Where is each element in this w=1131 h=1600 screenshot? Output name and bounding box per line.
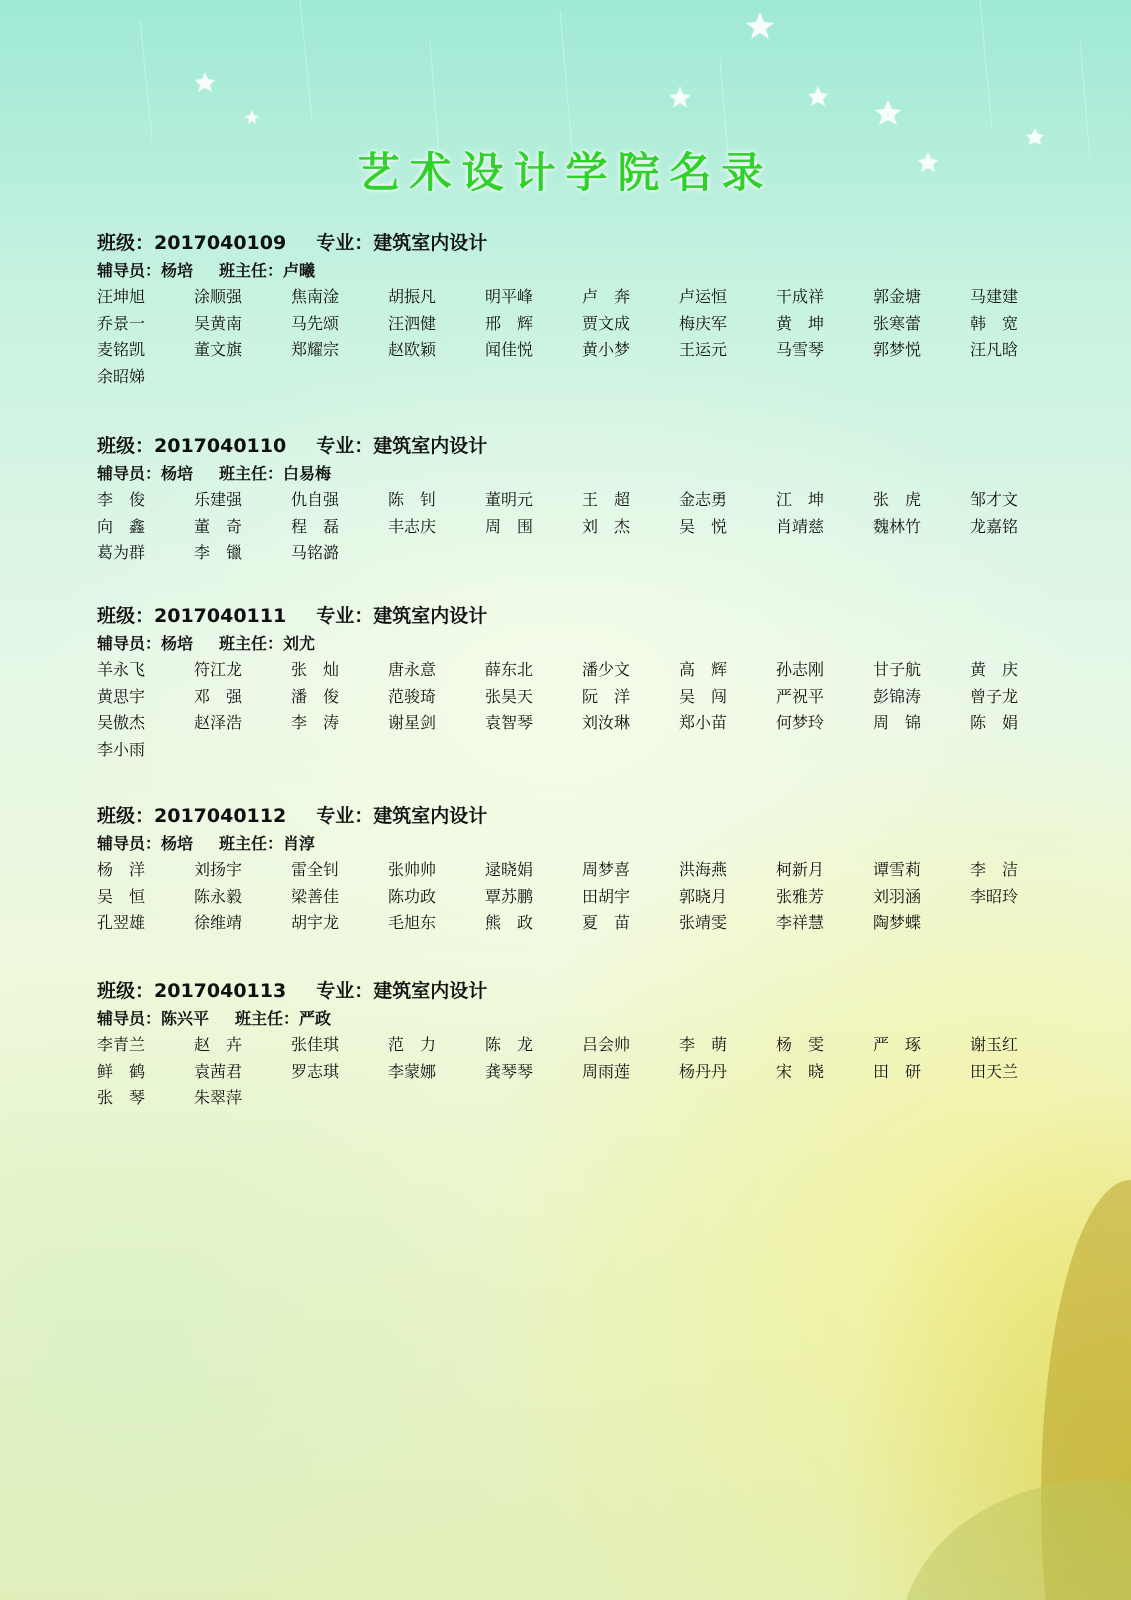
student-name: 陈 龙 bbox=[485, 1035, 534, 1054]
student-name: 李蒙娜 bbox=[388, 1061, 437, 1081]
student-name: 田 研 bbox=[873, 1061, 922, 1081]
student-name: 杨 雯 bbox=[776, 1035, 825, 1054]
major-label: 专业： bbox=[316, 435, 374, 457]
student-name: 仇自强 bbox=[291, 490, 340, 509]
student-name: 周 锦 bbox=[873, 713, 922, 732]
student-name: 赵 卉 bbox=[194, 1035, 243, 1054]
student-name: 丰志庆 bbox=[388, 516, 437, 536]
student-name: 卢运恒 bbox=[679, 287, 728, 306]
student-name: 徐维靖 bbox=[194, 913, 243, 932]
student-name: 黄 庆 bbox=[970, 660, 1019, 679]
head-teacher-name: 白易梅 bbox=[283, 464, 332, 483]
student-name: 贾文成 bbox=[582, 313, 631, 333]
student-name: 陈功政 bbox=[388, 886, 437, 906]
class-label: 班级： bbox=[97, 232, 155, 254]
student-name: 邢 辉 bbox=[485, 313, 534, 333]
class-number: 2017040109 bbox=[154, 232, 287, 254]
student-name: 明平峰 bbox=[485, 287, 534, 306]
student-name: 阮 洋 bbox=[582, 686, 631, 706]
staff-info-line bbox=[97, 830, 1037, 857]
student-name-list bbox=[97, 657, 1037, 763]
major-label: 专业： bbox=[316, 605, 374, 627]
class-info-line bbox=[97, 230, 1037, 257]
student-name: 李小雨 bbox=[97, 739, 146, 759]
student-name: 龚琴琴 bbox=[485, 1061, 534, 1081]
class-number: 2017040113 bbox=[154, 980, 287, 1002]
class-section bbox=[97, 603, 1037, 763]
student-name: 鲜 鹤 bbox=[97, 1061, 146, 1081]
counselor-name: 杨培 bbox=[161, 634, 194, 653]
student-name: 范骏琦 bbox=[388, 686, 437, 706]
student-name: 葛为群 bbox=[97, 543, 146, 562]
staff-info-line bbox=[97, 1005, 1037, 1032]
student-name: 闻佳悦 bbox=[485, 340, 534, 359]
student-name: 范 力 bbox=[388, 1035, 437, 1054]
star-icon bbox=[746, 12, 774, 39]
student-name: 张靖雯 bbox=[679, 913, 728, 932]
student-name: 熊 政 bbox=[485, 913, 534, 932]
student-name: 毛旭东 bbox=[388, 913, 437, 932]
student-name-list bbox=[97, 487, 1037, 567]
class-label: 班级： bbox=[97, 980, 155, 1002]
student-name: 张帅帅 bbox=[388, 860, 437, 879]
student-name: 曾子龙 bbox=[970, 686, 1019, 706]
student-name: 陈永毅 bbox=[194, 886, 243, 906]
student-name: 符江龙 bbox=[194, 660, 243, 679]
head-teacher-name: 严政 bbox=[299, 1009, 332, 1028]
student-name: 陈 钊 bbox=[388, 490, 437, 509]
student-name: 黄 坤 bbox=[776, 313, 825, 333]
student-name: 谢玉红 bbox=[970, 1035, 1019, 1054]
star-icon bbox=[808, 86, 828, 106]
student-name: 张雅芳 bbox=[776, 886, 825, 906]
student-name: 李 萌 bbox=[679, 1035, 728, 1054]
class-info-line bbox=[97, 978, 1037, 1005]
student-name: 谭雪莉 bbox=[873, 860, 922, 879]
student-name: 李 洁 bbox=[970, 860, 1019, 879]
student-name: 麦铭凯 bbox=[97, 340, 146, 359]
student-name: 肖靖慈 bbox=[776, 516, 825, 536]
class-info-line bbox=[97, 433, 1037, 460]
counselor-label: 辅导员： bbox=[97, 261, 162, 280]
student-name: 韩 宽 bbox=[970, 313, 1019, 333]
student-name: 张 虎 bbox=[873, 490, 922, 509]
student-name: 潘少文 bbox=[582, 660, 631, 679]
student-name: 焦南淦 bbox=[291, 287, 340, 306]
head-teacher-label: 班主任： bbox=[219, 464, 284, 483]
staff-info-line bbox=[97, 630, 1037, 657]
head-teacher-name: 肖淳 bbox=[283, 834, 316, 853]
counselor-label: 辅导员： bbox=[97, 464, 162, 483]
student-name: 吴傲杰 bbox=[97, 713, 146, 732]
student-name: 涂顺强 bbox=[194, 287, 243, 306]
student-name: 向 鑫 bbox=[97, 516, 146, 536]
head-teacher-label: 班主任： bbox=[235, 1009, 300, 1028]
major-label: 专业： bbox=[316, 980, 374, 1002]
student-name: 李昭玲 bbox=[970, 886, 1019, 906]
student-name: 吴黄南 bbox=[194, 313, 243, 333]
class-section bbox=[97, 433, 1037, 567]
head-teacher-label: 班主任： bbox=[219, 634, 284, 653]
student-name: 彭锦涛 bbox=[873, 686, 922, 706]
class-number: 2017040110 bbox=[154, 435, 287, 457]
student-name: 卢 奔 bbox=[582, 287, 631, 306]
class-section bbox=[97, 803, 1037, 937]
student-name: 吴 悦 bbox=[679, 516, 728, 536]
student-name: 郑小苗 bbox=[679, 713, 728, 732]
student-name: 孔翌雄 bbox=[97, 913, 146, 932]
star-icon bbox=[245, 110, 259, 124]
student-name: 周 围 bbox=[485, 516, 534, 536]
student-name: 羊永飞 bbox=[97, 660, 146, 679]
student-name: 马雪琴 bbox=[776, 340, 825, 359]
student-name: 邓 强 bbox=[194, 686, 243, 706]
student-name: 潘 俊 bbox=[291, 686, 340, 706]
student-name: 严 琢 bbox=[873, 1035, 922, 1054]
student-name: 张 灿 bbox=[291, 660, 340, 679]
student-name: 李 涛 bbox=[291, 713, 340, 732]
student-name: 孙志刚 bbox=[776, 660, 825, 679]
student-name: 董 奇 bbox=[194, 516, 243, 536]
student-name: 李祥慧 bbox=[776, 913, 825, 932]
head-teacher-label: 班主任： bbox=[219, 261, 284, 280]
student-name: 郭金塘 bbox=[873, 287, 922, 306]
student-name: 邹才文 bbox=[970, 490, 1019, 509]
counselor-label: 辅导员： bbox=[97, 834, 162, 853]
student-name: 陶梦蝶 bbox=[873, 913, 922, 932]
counselor-name: 陈兴平 bbox=[161, 1009, 210, 1028]
student-name: 江 坤 bbox=[776, 490, 825, 509]
student-name: 朱翠萍 bbox=[194, 1088, 243, 1107]
star-icon bbox=[195, 72, 215, 92]
student-name: 严祝平 bbox=[776, 686, 825, 706]
student-name: 刘 杰 bbox=[582, 516, 631, 536]
student-name: 张寒蕾 bbox=[873, 313, 922, 333]
student-name: 逯晓娟 bbox=[485, 860, 534, 879]
student-name: 马建建 bbox=[970, 287, 1019, 306]
major-label: 专业： bbox=[316, 232, 374, 254]
counselor-label: 辅导员： bbox=[97, 1009, 162, 1028]
student-name: 王运元 bbox=[679, 340, 728, 359]
student-name: 汪泗健 bbox=[388, 313, 437, 333]
student-name: 梅庆军 bbox=[679, 313, 728, 333]
student-name: 程 磊 bbox=[291, 516, 340, 536]
student-name: 雷全钊 bbox=[291, 860, 340, 879]
class-label: 班级： bbox=[97, 605, 155, 627]
counselor-name: 杨培 bbox=[161, 464, 194, 483]
staff-info-line bbox=[97, 460, 1037, 487]
student-name: 谢星剑 bbox=[388, 713, 437, 732]
student-name: 黄思宇 bbox=[97, 686, 146, 706]
class-label: 班级： bbox=[97, 435, 155, 457]
staff-info-line bbox=[97, 257, 1037, 284]
major-name: 建筑室内设计 bbox=[373, 805, 488, 827]
student-name: 甘子航 bbox=[873, 660, 922, 679]
student-name-list bbox=[97, 857, 1037, 937]
student-name: 袁智琴 bbox=[485, 713, 534, 732]
head-teacher-name: 卢曦 bbox=[283, 261, 316, 280]
student-name: 李青兰 bbox=[97, 1035, 146, 1054]
student-name-list bbox=[97, 284, 1037, 390]
student-name: 吴 闯 bbox=[679, 686, 728, 706]
student-name: 魏林竹 bbox=[873, 516, 922, 536]
student-name: 赵欧颖 bbox=[388, 340, 437, 359]
student-name-list bbox=[97, 1032, 1037, 1112]
student-name: 洪海燕 bbox=[679, 860, 728, 879]
major-label: 专业： bbox=[316, 805, 374, 827]
student-name: 唐永意 bbox=[388, 660, 437, 679]
counselor-name: 杨培 bbox=[161, 261, 194, 280]
student-name: 刘扬宇 bbox=[194, 860, 243, 879]
student-name: 郭晓月 bbox=[679, 886, 728, 906]
major-name: 建筑室内设计 bbox=[373, 232, 488, 254]
student-name: 周雨莲 bbox=[582, 1061, 631, 1081]
student-name: 吕会帅 bbox=[582, 1035, 631, 1054]
student-name: 张昊天 bbox=[485, 686, 534, 706]
student-name: 田天兰 bbox=[970, 1061, 1019, 1081]
head-teacher-name: 刘尤 bbox=[283, 634, 316, 653]
student-name: 赵泽浩 bbox=[194, 713, 243, 732]
student-name: 陈 娟 bbox=[970, 713, 1019, 732]
student-name: 乐建强 bbox=[194, 490, 243, 509]
student-name: 吴 恒 bbox=[97, 886, 146, 906]
student-name: 梁善佳 bbox=[291, 886, 340, 906]
star-icon bbox=[875, 100, 901, 125]
class-label: 班级： bbox=[97, 805, 155, 827]
student-name: 柯新月 bbox=[776, 860, 825, 879]
student-name: 干成祥 bbox=[776, 287, 825, 306]
student-name: 董文旗 bbox=[194, 340, 243, 359]
student-name: 刘羽涵 bbox=[873, 886, 922, 906]
student-name: 黄小梦 bbox=[582, 340, 631, 359]
student-name: 夏 苗 bbox=[582, 913, 631, 932]
student-name: 杨 洋 bbox=[97, 860, 146, 879]
student-name: 刘汝琳 bbox=[582, 713, 631, 732]
class-section bbox=[97, 978, 1037, 1112]
student-name: 金志勇 bbox=[679, 490, 728, 509]
student-name: 乔景一 bbox=[97, 313, 146, 333]
student-name: 杨丹丹 bbox=[679, 1061, 728, 1081]
counselor-label: 辅导员： bbox=[97, 634, 162, 653]
major-name: 建筑室内设计 bbox=[373, 980, 488, 1002]
student-name: 周梦喜 bbox=[582, 860, 631, 879]
student-name: 郭梦悦 bbox=[873, 340, 922, 359]
class-info-line bbox=[97, 603, 1037, 630]
counselor-name: 杨培 bbox=[161, 834, 194, 853]
student-name: 罗志琪 bbox=[291, 1061, 340, 1081]
student-name: 李 俊 bbox=[97, 490, 146, 509]
head-teacher-label: 班主任： bbox=[219, 834, 284, 853]
student-name: 张佳琪 bbox=[291, 1035, 340, 1054]
student-name: 马铭潞 bbox=[291, 543, 340, 562]
student-name: 董明元 bbox=[485, 490, 534, 509]
student-name: 汪坤旭 bbox=[97, 287, 146, 306]
student-name: 汪凡晗 bbox=[970, 340, 1019, 359]
student-name: 何梦玲 bbox=[776, 713, 825, 732]
student-name: 田胡宇 bbox=[582, 886, 631, 906]
student-name: 宋 晓 bbox=[776, 1061, 825, 1081]
student-name: 胡振凡 bbox=[388, 287, 437, 306]
student-name: 张 琴 bbox=[97, 1088, 146, 1107]
class-number: 2017040112 bbox=[154, 805, 287, 827]
major-name: 建筑室内设计 bbox=[373, 435, 488, 457]
student-name: 薛东北 bbox=[485, 660, 534, 679]
student-name: 袁茜君 bbox=[194, 1061, 243, 1081]
student-name: 王 超 bbox=[582, 490, 631, 509]
student-name: 覃苏鹏 bbox=[485, 886, 534, 906]
student-name: 龙嘉铭 bbox=[970, 516, 1019, 536]
student-name: 余昭娣 bbox=[97, 366, 146, 386]
student-name: 高 辉 bbox=[679, 660, 728, 679]
major-name: 建筑室内设计 bbox=[373, 605, 488, 627]
class-section bbox=[97, 230, 1037, 390]
student-name: 马先颂 bbox=[291, 313, 340, 333]
star-icon bbox=[669, 86, 691, 108]
page-title: 艺术设计学院名录 bbox=[357, 148, 774, 197]
student-name: 李 镴 bbox=[194, 543, 243, 562]
class-number: 2017040111 bbox=[154, 605, 287, 627]
student-name: 胡宇龙 bbox=[291, 913, 340, 932]
student-name: 郑耀宗 bbox=[291, 340, 340, 359]
class-info-line bbox=[97, 803, 1037, 830]
